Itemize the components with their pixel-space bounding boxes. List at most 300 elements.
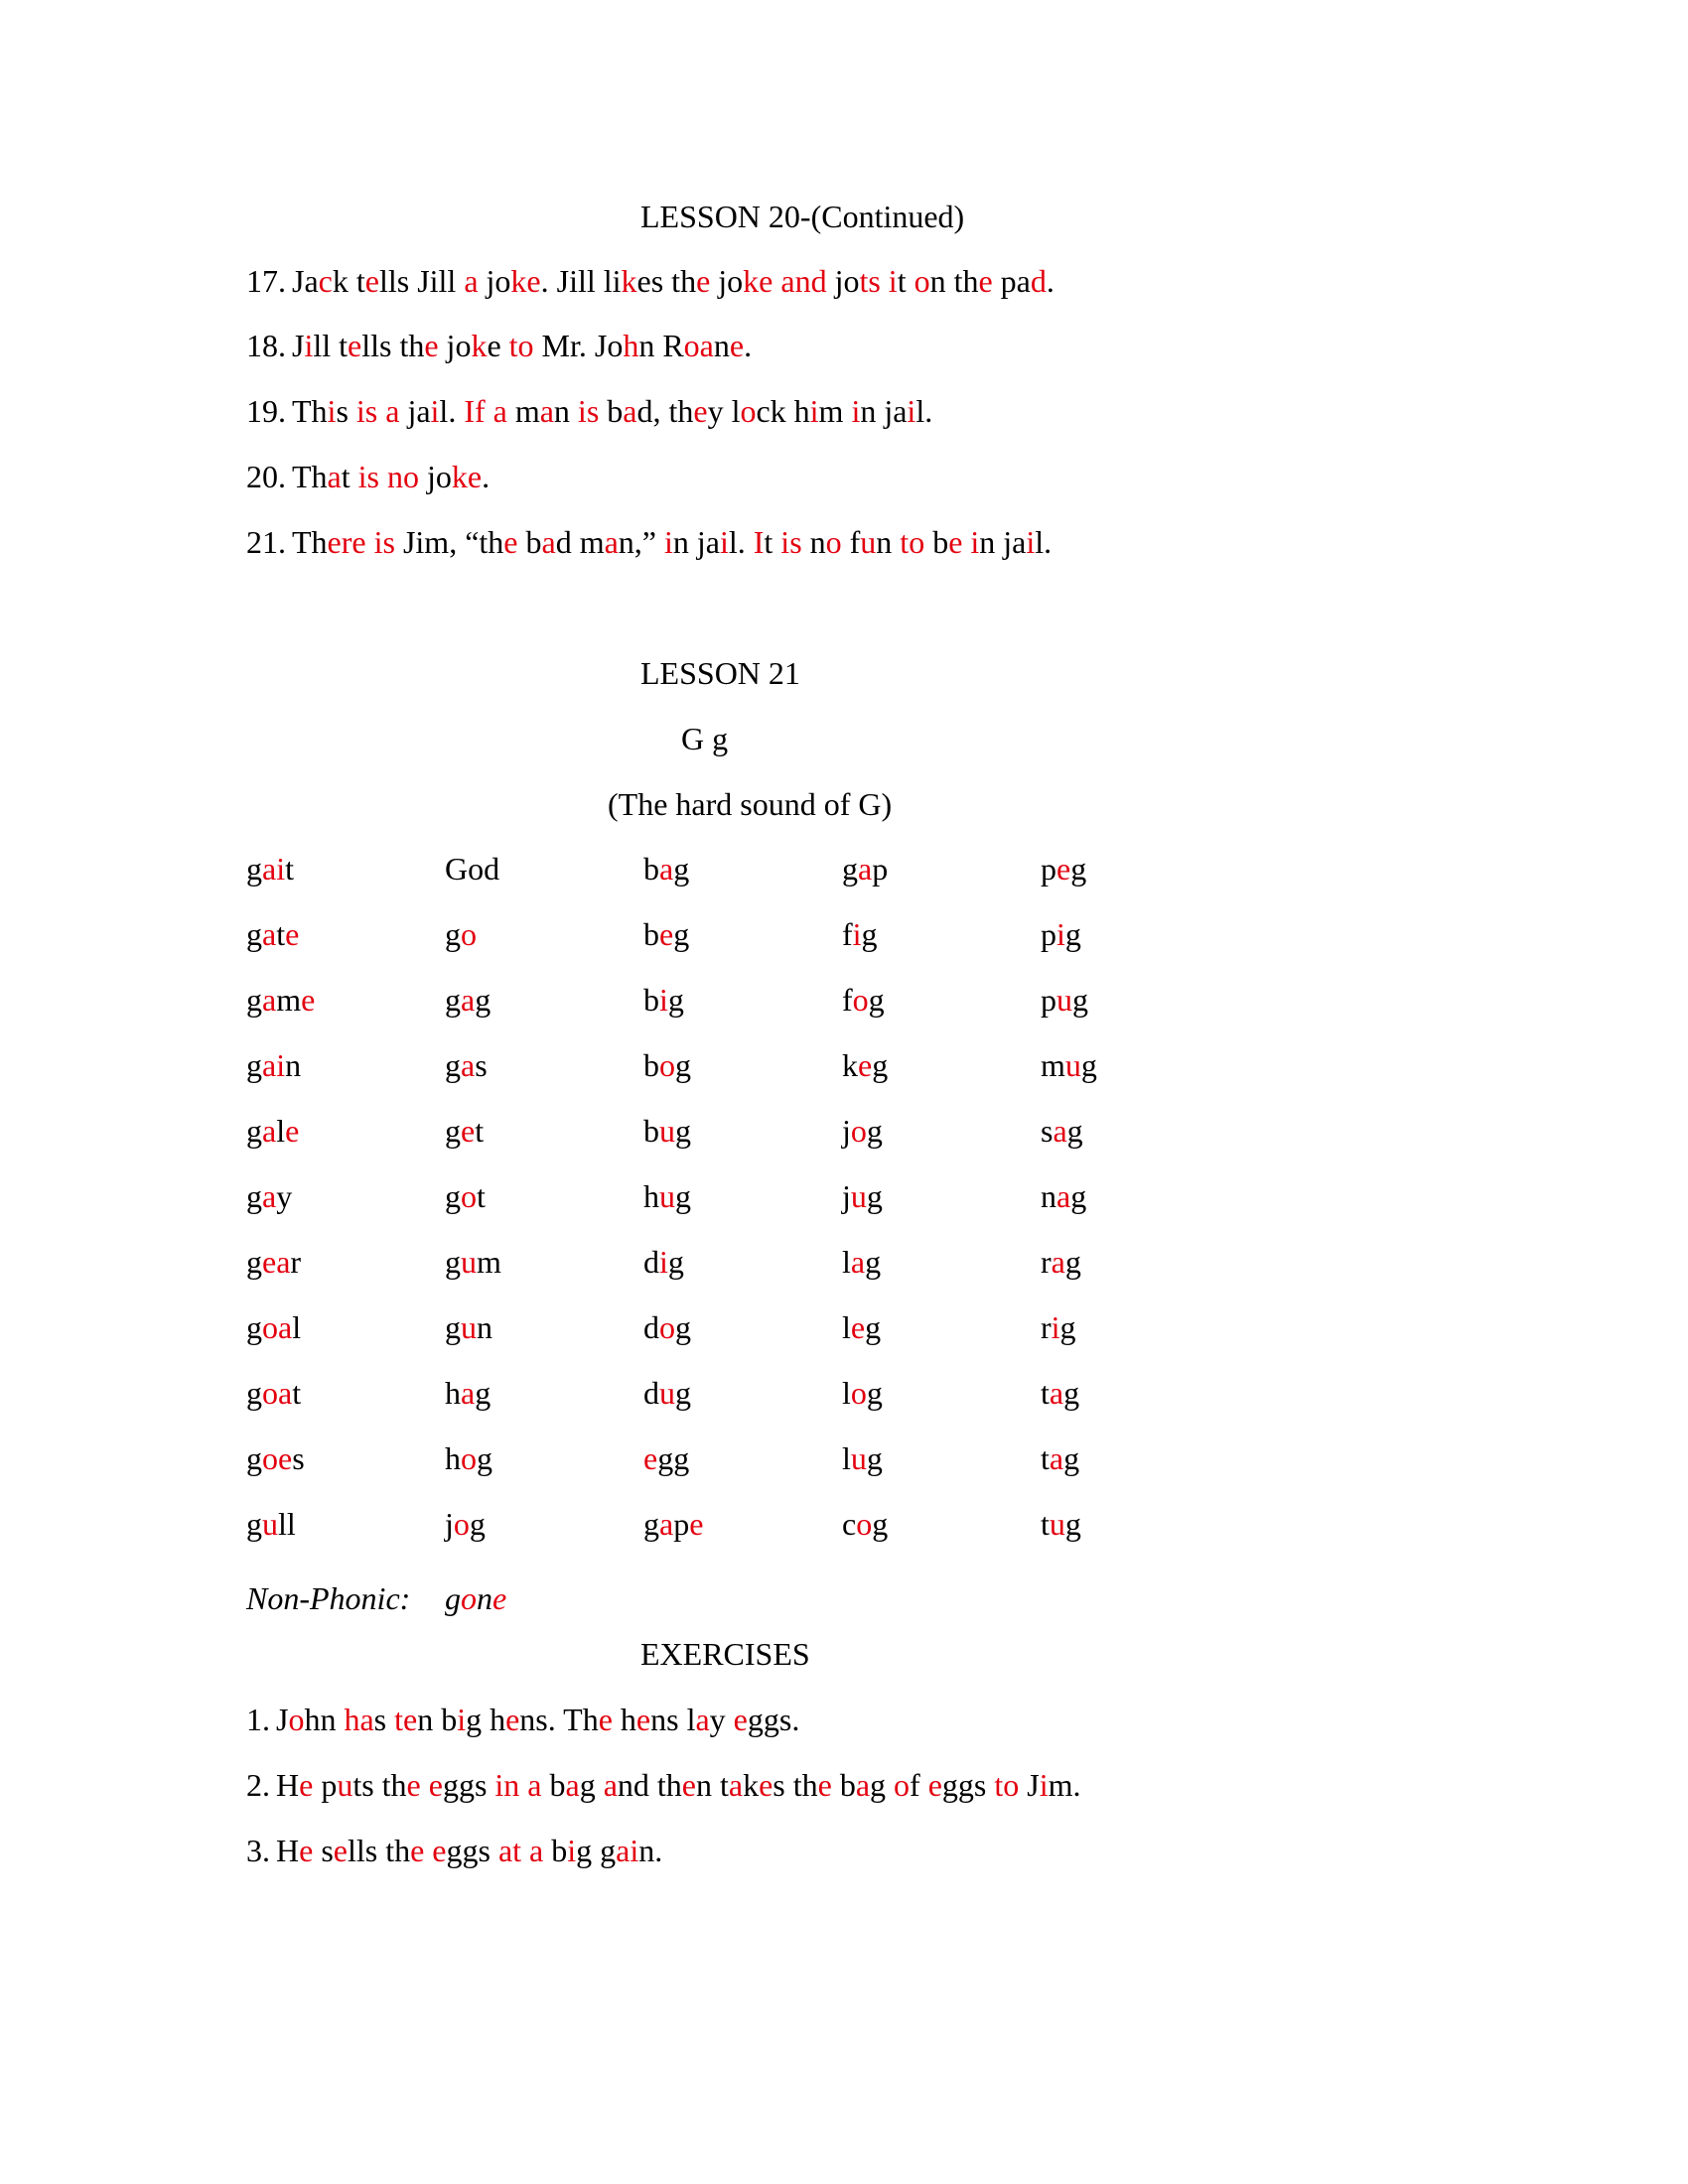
highlighted-letters: u — [659, 1113, 675, 1149]
text-run: c — [842, 1506, 857, 1542]
highlighted-letters: u — [659, 1375, 675, 1411]
highlighted-letters: u — [1056, 982, 1072, 1018]
highlighted-letters: e — [681, 1767, 696, 1803]
text-run: g — [1059, 1309, 1076, 1345]
text-run: r — [1041, 1309, 1052, 1345]
text-run: H — [276, 1767, 300, 1803]
text-run: n — [477, 1309, 492, 1345]
highlighted-letters: o — [856, 1506, 873, 1542]
highlighted-letters: i — [659, 982, 668, 1018]
text-run: g — [445, 1113, 461, 1149]
word-cell — [445, 1045, 488, 1085]
highlighted-letters: e — [978, 263, 993, 299]
highlighted-letters: a — [1053, 1113, 1067, 1149]
highlighted-letters: i — [327, 393, 337, 429]
text-run: m — [818, 393, 852, 429]
text-run: g — [866, 1375, 883, 1411]
highlighted-letters: oa — [262, 1309, 293, 1345]
highlighted-letters: a — [1056, 1178, 1071, 1214]
text-run: . — [744, 328, 753, 363]
text-run: g — [579, 1767, 604, 1803]
highlighted-letters: to — [994, 1767, 1020, 1803]
highlighted-letters: i — [907, 393, 916, 429]
text-run: Th — [292, 524, 328, 560]
text-run: g — [246, 1440, 262, 1476]
text-run: m — [477, 1244, 501, 1280]
text-run: gg — [657, 1440, 690, 1476]
text-run: k — [743, 1767, 760, 1803]
highlighted-letters: i — [852, 916, 862, 952]
text-run: n b — [417, 1702, 458, 1737]
word-cell — [445, 1176, 486, 1216]
text-run: n ja — [979, 524, 1027, 560]
text-run: ll — [278, 1506, 296, 1542]
text-run: d, th — [636, 393, 694, 429]
sentence-number: 2. — [246, 1767, 270, 1803]
text-run: g — [865, 1309, 882, 1345]
highlighted-letters: o — [461, 916, 477, 952]
word-cell — [246, 980, 315, 1020]
highlighted-letters: i — [1026, 524, 1036, 560]
highlighted-letters: a — [659, 851, 674, 887]
text-run: t — [1041, 1440, 1050, 1476]
highlighted-letters: c — [318, 263, 333, 299]
highlighted-letters: e — [505, 1702, 520, 1737]
word-cell — [643, 1176, 691, 1216]
text-run: n — [713, 328, 730, 363]
word-cell — [842, 1045, 888, 1085]
non-phonic-label: Non-Phonic: — [246, 1580, 411, 1616]
highlighted-letters: i — [1039, 1767, 1049, 1803]
highlighted-letters: o — [740, 393, 757, 429]
highlighted-letters: oe — [262, 1440, 293, 1476]
text-run — [379, 459, 387, 494]
text-run: l — [842, 1309, 851, 1345]
highlighted-letters: u — [1049, 1506, 1065, 1542]
text-run: l — [842, 1244, 851, 1280]
word-cell — [445, 1504, 486, 1544]
word-cell — [445, 980, 491, 1020]
text-run: t — [475, 1113, 485, 1149]
highlighted-letters: e — [364, 263, 379, 299]
highlighted-letters: u — [659, 1178, 675, 1214]
text-run — [881, 263, 889, 299]
text-run: g — [866, 1113, 883, 1149]
highlighted-letters: e — [432, 1833, 447, 1868]
text-run: ggs — [941, 1767, 995, 1803]
text-run: p — [673, 1506, 690, 1542]
text-run: h — [643, 1178, 659, 1214]
word-cell — [246, 1307, 301, 1347]
text-run: g — [872, 1047, 889, 1083]
text-run: J — [276, 1702, 289, 1737]
text-run: g — [1064, 1244, 1081, 1280]
highlighted-letters: o — [659, 1309, 675, 1345]
text-run — [501, 328, 509, 363]
lesson-21-subtitle: (The hard sound of G) — [608, 786, 893, 822]
text-run: H — [276, 1833, 300, 1868]
text-run: g — [842, 851, 858, 887]
highlighted-letters: e — [333, 1833, 348, 1868]
highlighted-letters: i — [1056, 916, 1065, 952]
text-run: Th — [292, 459, 328, 494]
highlighted-letters: a — [603, 1767, 618, 1803]
text-run: e — [487, 328, 501, 363]
text-run: g — [475, 1375, 492, 1411]
word-cell — [246, 849, 294, 888]
text-run: n — [477, 1580, 492, 1616]
highlighted-letters: is — [780, 524, 802, 560]
sentence-number: 3. — [246, 1833, 270, 1868]
highlighted-letters: u — [337, 1767, 353, 1803]
text-run: n — [553, 393, 578, 429]
highlighted-letters: o — [288, 1702, 305, 1737]
highlighted-letters: e — [850, 1309, 866, 1345]
highlighted-letters: a — [1049, 1440, 1064, 1476]
highlighted-letters: e — [299, 1833, 314, 1868]
text-run: l. — [439, 393, 465, 429]
text-run: n R — [638, 328, 684, 363]
exercises-title: EXERCISES — [640, 1636, 810, 1672]
highlighted-letters: is — [373, 524, 395, 560]
lesson-21-title: LESSON 21 — [640, 655, 800, 691]
text-run: d — [643, 1375, 659, 1411]
highlighted-letters: a — [327, 459, 342, 494]
highlighted-letters: i — [659, 1244, 668, 1280]
highlighted-letters: e — [428, 1767, 443, 1803]
text-run: b — [643, 1047, 659, 1083]
highlighted-letters: in a — [494, 1767, 542, 1803]
highlighted-letters: u — [262, 1506, 278, 1542]
text-run: g — [469, 1506, 486, 1542]
text-run: g — [246, 1244, 262, 1280]
exercise-2 — [246, 1765, 1080, 1805]
highlighted-letters: a — [539, 393, 554, 429]
highlighted-letters: u — [860, 524, 877, 560]
highlighted-letters: ts — [859, 263, 881, 299]
text-run: nd th — [617, 1767, 682, 1803]
text-run: g — [675, 1178, 691, 1214]
text-run: y — [276, 1178, 293, 1214]
word-cell — [842, 1373, 883, 1413]
highlighted-letters: te — [394, 1702, 418, 1737]
text-run: ggs. — [747, 1702, 800, 1737]
text-run: b — [643, 851, 659, 887]
highlighted-letters: a — [385, 393, 400, 429]
highlighted-letters: a — [855, 1767, 871, 1803]
highlighted-letters: d — [1030, 263, 1047, 299]
text-run: n. — [638, 1833, 663, 1868]
highlighted-letters: is — [577, 393, 600, 429]
text-run: b — [543, 1833, 568, 1868]
text-run: Ja — [292, 263, 319, 299]
text-run: ggs — [446, 1833, 498, 1868]
text-run: t — [1041, 1506, 1050, 1542]
text-run: Mr. Jo — [533, 328, 624, 363]
text-run: . Jill li — [540, 263, 622, 299]
text-run: g — [246, 1047, 262, 1083]
text-run: s — [292, 1440, 305, 1476]
highlighted-letters: e — [301, 982, 316, 1018]
highlighted-letters: o — [461, 1580, 477, 1616]
word-cell — [643, 849, 689, 888]
highlighted-letters: e — [1056, 851, 1071, 887]
word-cell — [246, 1111, 299, 1151]
highlighted-letters: o — [894, 1767, 911, 1803]
text-run: g — [673, 916, 690, 952]
text-run: g — [445, 1047, 461, 1083]
word-cell — [246, 1373, 301, 1413]
text-run: g — [870, 1767, 895, 1803]
text-run: n ja — [672, 524, 720, 560]
sentence-number: 19. — [246, 393, 286, 429]
word-cell — [643, 1111, 691, 1151]
text-run: s th — [773, 1767, 818, 1803]
highlighted-letters: e — [598, 1702, 613, 1737]
highlighted-letters: a — [541, 524, 556, 560]
word-cell — [643, 914, 689, 954]
highlighted-letters: a — [695, 1702, 710, 1737]
text-run: j — [842, 1178, 851, 1214]
text-run: g — [1080, 1047, 1097, 1083]
text-run: ja — [399, 393, 431, 429]
word-cell — [445, 849, 499, 888]
highlighted-letters: e — [492, 1580, 507, 1616]
word-cell — [246, 1504, 296, 1544]
text-run: g — [675, 1309, 691, 1345]
highlighted-letters: ke — [743, 263, 774, 299]
text-run: jo — [478, 263, 511, 299]
text-run: es th — [636, 263, 697, 299]
highlighted-letters: e — [696, 263, 711, 299]
highlighted-letters: e — [348, 328, 362, 363]
text-run: d m — [555, 524, 605, 560]
text-run: lls Jill — [378, 263, 465, 299]
highlighted-letters: o — [659, 1047, 675, 1083]
text-run: t — [341, 459, 358, 494]
highlighted-letters: i — [430, 393, 440, 429]
word-cell — [246, 1242, 301, 1282]
highlighted-letters: o — [461, 1440, 477, 1476]
text-run: f — [841, 524, 861, 560]
sentence-19 — [246, 391, 932, 431]
highlighted-letters: a — [262, 1178, 277, 1214]
sentence-20 — [246, 457, 490, 496]
highlighted-letters: at a — [497, 1833, 544, 1868]
highlighted-letters: a — [461, 1375, 476, 1411]
text-run: g — [246, 982, 262, 1018]
text-run: Jim, “th — [394, 524, 504, 560]
text-run: k t — [332, 263, 365, 299]
word-cell — [643, 1242, 684, 1282]
word-cell — [1041, 1176, 1086, 1216]
text-run: p — [872, 851, 889, 887]
text-run: g g — [576, 1833, 617, 1868]
highlighted-letters: e — [733, 1702, 748, 1737]
highlighted-letters: a — [659, 1506, 674, 1542]
word-cell — [445, 914, 477, 954]
text-run: g — [445, 916, 461, 952]
text-run: l. — [1035, 524, 1053, 560]
highlighted-letters: i — [719, 524, 729, 560]
text-run: t — [1041, 1375, 1050, 1411]
highlighted-letters: i — [851, 393, 861, 429]
highlighted-letters: u — [850, 1178, 867, 1214]
text-run: n — [876, 524, 901, 560]
word-cell — [445, 1307, 492, 1347]
highlighted-letters: o — [914, 263, 930, 299]
text-run: g h — [466, 1702, 506, 1737]
highlighted-letters: ke — [510, 263, 541, 299]
text-run: b — [643, 982, 659, 1018]
text-run: b — [831, 1767, 856, 1803]
text-run: n — [1041, 1178, 1056, 1214]
highlighted-letters: h — [344, 1702, 360, 1737]
highlighted-letters: a — [850, 1244, 866, 1280]
highlighted-letters: oa — [262, 1375, 293, 1411]
word-cell — [445, 1373, 491, 1413]
exercise-3 — [246, 1831, 662, 1870]
highlighted-letters: e — [858, 1047, 873, 1083]
text-run: t — [897, 263, 914, 299]
highlighted-letters: i — [567, 1833, 577, 1868]
text-run: g — [246, 1309, 262, 1345]
text-run: m — [1041, 1047, 1065, 1083]
text-run: t — [764, 524, 781, 560]
highlighted-letters: e — [729, 328, 745, 363]
highlighted-letters: e — [406, 1767, 421, 1803]
highlighted-letters: a — [623, 393, 637, 429]
text-run: g — [667, 982, 684, 1018]
highlighted-letters: e — [635, 1702, 651, 1737]
word-cell — [445, 1111, 484, 1151]
highlighted-letters: to — [900, 524, 925, 560]
highlighted-letters: u — [461, 1244, 477, 1280]
text-run: p — [313, 1767, 338, 1803]
word-cell — [445, 1242, 501, 1282]
word-cell — [246, 1176, 292, 1216]
text-run: g — [643, 1506, 659, 1542]
word-cell — [1041, 1373, 1079, 1413]
highlighted-letters: If a — [464, 393, 507, 429]
text-run: n t — [696, 1767, 729, 1803]
text-run: g — [445, 1244, 461, 1280]
text-run: p — [1041, 916, 1056, 952]
text-run: God — [445, 851, 500, 887]
word-cell — [1041, 1504, 1081, 1544]
text-run: g — [866, 1440, 883, 1476]
highlighted-letters: ai — [262, 851, 286, 887]
highlighted-letters: u — [461, 1309, 477, 1345]
text-run: m. — [1048, 1767, 1081, 1803]
highlighted-letters: e — [461, 1113, 476, 1149]
highlighted-letters: u — [850, 1440, 867, 1476]
highlighted-letters: a — [1049, 1375, 1064, 1411]
sentence-number: 20. — [246, 459, 286, 494]
text-run: ns. Th — [519, 1702, 599, 1737]
text-run: ll t — [313, 328, 349, 363]
highlighted-letters: a — [565, 1767, 580, 1803]
highlighted-letters: e — [689, 1506, 704, 1542]
text-run: t — [477, 1178, 486, 1214]
text-run: h — [445, 1375, 461, 1411]
text-run: m — [506, 393, 540, 429]
letters-heading: G g — [681, 721, 729, 756]
text-run: jo — [438, 328, 472, 363]
text-run: ns l — [650, 1702, 696, 1737]
text-run: n th — [929, 263, 979, 299]
highlighted-letters: o — [825, 524, 842, 560]
word-cell — [643, 1504, 703, 1544]
text-run: ck h — [756, 393, 810, 429]
word-cell — [1041, 1307, 1076, 1347]
text-run: J — [292, 328, 305, 363]
text-run: g — [675, 1113, 691, 1149]
text-run: g — [246, 1506, 262, 1542]
highlighted-letters: e — [299, 1767, 314, 1803]
highlighted-letters: o — [850, 1113, 867, 1149]
highlighted-letters: i — [888, 263, 898, 299]
highlighted-letters: a — [262, 916, 277, 952]
text-run: g — [675, 1047, 691, 1083]
text-run: g — [1063, 1440, 1080, 1476]
text-run: g — [861, 916, 878, 952]
text-run: s — [336, 393, 356, 429]
lesson-20-title: LESSON 20-(Continued) — [640, 199, 965, 234]
text-run: jo — [418, 459, 452, 494]
word-cell — [445, 1438, 492, 1478]
highlighted-letters: a — [728, 1767, 744, 1803]
text-run: pa — [992, 263, 1031, 299]
highlighted-letters: i — [970, 524, 980, 560]
highlighted-letters: e — [817, 1767, 832, 1803]
text-run: jo — [826, 263, 860, 299]
sentence-number: 17. — [246, 263, 286, 299]
sentence-21 — [246, 522, 1052, 562]
word-cell — [643, 1307, 691, 1347]
text-run: g — [477, 1440, 492, 1476]
highlighted-letters: o — [453, 1506, 470, 1542]
highlighted-letters: a — [262, 982, 277, 1018]
text-run: l — [842, 1440, 851, 1476]
word-cell — [643, 1045, 691, 1085]
highlighted-letters: e — [285, 916, 300, 952]
text-run: ggs — [442, 1767, 495, 1803]
highlighted-letters: e — [410, 1833, 425, 1868]
word-cell — [842, 1176, 883, 1216]
word-cell — [842, 1438, 883, 1478]
text-run: r — [1041, 1244, 1052, 1280]
highlighted-letters: e — [759, 1767, 774, 1803]
text-run: s — [373, 1702, 395, 1737]
highlighted-letters: a — [858, 851, 873, 887]
text-run: b — [541, 1767, 566, 1803]
text-run: s — [313, 1833, 334, 1868]
text-run: d — [643, 1309, 659, 1345]
highlighted-letters: a — [262, 1113, 277, 1149]
word-cell — [1041, 849, 1086, 888]
text-run: lls th — [347, 1833, 411, 1868]
text-run — [421, 1767, 429, 1803]
word-cell — [643, 980, 684, 1020]
word-cell — [842, 914, 878, 954]
highlighted-letters: i — [809, 393, 819, 429]
text-run: b — [924, 524, 949, 560]
text-run: g — [1063, 1375, 1080, 1411]
text-run: g — [1064, 916, 1081, 952]
text-run: b — [643, 1113, 659, 1149]
text-run: J — [1019, 1767, 1040, 1803]
